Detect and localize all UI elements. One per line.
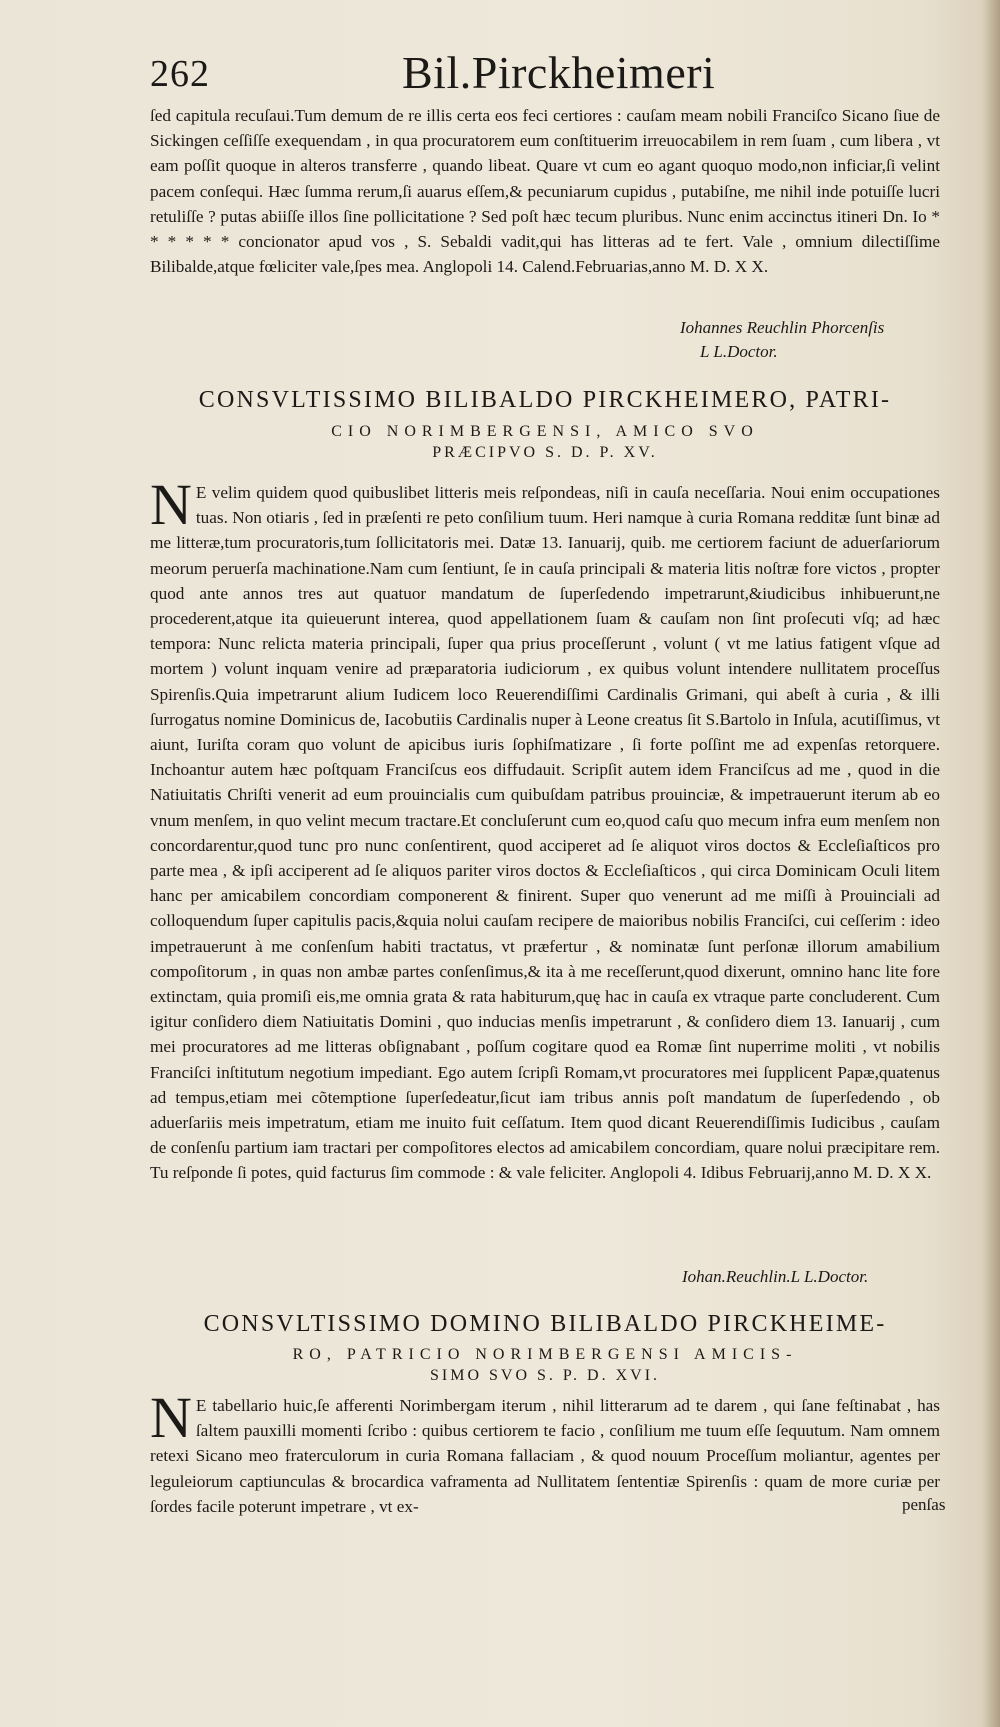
running-head: Bil.Pirckheimeri bbox=[402, 47, 716, 98]
letter-2-heading-line-2: CIO NORIMBERGENSI, AMICO SVO bbox=[331, 423, 759, 440]
page-number: 262 bbox=[150, 53, 210, 95]
letter-1-text-block bbox=[150, 103, 940, 279]
letter-2-signature: Iohan.Reuchlin.L L.Doctor. bbox=[682, 1267, 869, 1286]
letter-3-body-text: E tabellario huic,ſe afferenti Norimbergam iterum , nihil litterarum ad te darem , qui ſane feſtinabat , has ſaltem pauxilli momenti ſcribo : quibus certiorem te facio , conſilium me tuum eſſe ſequutum. Nam omnem retexi Sicano meo fraterculorum in curia Romana fallaciam , & quod nouum Proceſſum moliantur, agentes per leguleiorum captiunculas & brocardica vaframenta ad Nullitatem ſententiæ Spirenſis : quam de more curiæ per ſordes facile poterunt impetrare , vt ex- bbox=[150, 1396, 940, 1516]
letter-3-text-block bbox=[150, 1385, 940, 1519]
letter-3-heading-line-3: SIMO SVO S. P. D. XVI. bbox=[429, 1367, 661, 1384]
letter-2-heading-line-1: CONSVLTISSIMO BILIBALDO PIRCKHEIMERO, PATRI- bbox=[198, 387, 892, 413]
letter-2-body bbox=[150, 472, 940, 1186]
letter-3-heading-line-2: RO, PATRICIO NORIMBERGENSI AMICIS- bbox=[292, 1346, 798, 1363]
letter-2-dropcap: N bbox=[150, 472, 192, 537]
catchword: penſas bbox=[902, 1495, 946, 1514]
letter-3-body bbox=[150, 1385, 940, 1519]
page-edge-shadow bbox=[982, 0, 1000, 1727]
letter-3-dropcap: N bbox=[150, 1385, 192, 1450]
letter-2-text-block bbox=[150, 472, 940, 1186]
letter-1-signature-title: L L.Doctor. bbox=[700, 342, 778, 361]
letter-3-heading-line-1: CONSVLTISSIMO DOMINO BILIBALDO PIRCKHEIME- bbox=[203, 1311, 887, 1337]
page-header bbox=[150, 46, 940, 96]
letter-1-body: ſed capitula recuſaui.Tum demum de re illis certa eos feci certiores : cauſam meam nobili Franciſco Sicano ſiue de Sickingen ceſſiſſe exequendam , in qua procuratorem eum conſtituerim irreuocabilem in rem ſuam , cum libera , vt eam poſſit quoque in alteros transferre , quando libeat. Quare vt cum eo agant quoquo modo,non inficiar,ſi velint pacem conſequi. Hæc ſumma rerum,ſi auarus eſſem,& pecuniarum cupidus , putabiſne, me nihil inde potuiſſe lucri retuliſſe ? putas abiiſſe illos ſine pollicitatione ? Sed poſt hæc tecum pluribus. Nunc enim accinctus itineri Dn. Io * * * * * * concionator apud vos , S. Sebaldi vadit,qui has litteras ad te fert. Vale , omnium dilectiſſime Bilibalde,atque fœliciter vale,ſpes mea. Anglopoli 14. Calend.Februarias,anno M. D. X X. bbox=[150, 106, 940, 277]
letter-1-signature-name: Iohannes Reuchlin Phorcenſis bbox=[680, 318, 885, 337]
letter-2-body-text: E velim quidem quod quibuslibet litteris meis reſpondeas, niſi in cauſa neceſſaria. Noui enim occupationes tuas. Non otiaris , ſed in præſenti re peto conſilium tuum. Heri namque à curia Romana redditæ ſunt binæ ad me litteræ,tum procuratoris,tum ſollicitatoris mei. Datæ 13. Ianuarij, quib. me certiorem faciunt de aduerſariorum meorum peruerſa machinatione.Nam cum ſentiunt, ſe in cauſa principali & materia litis noſtræ fore victos , propter quod ante annos tres aut quatuor mandatum de ſuperſedendo impetrarunt,&iudicibus inhibuerunt,ne procederent,atque ita quieuerunt interea, quod appellationem ſuam & cauſam non ſint proſecuti vſq; ad hæc tempora: Nunc relicta materia principali, ſuper qua prius proceſſerunt , volunt ( vt me latius fatigent vſque ad mortem ) volunt inquam venire ad præparatoria iudiciorum , ex quibus volunt intendere nullitatem proceſſus Spirenſis.Quia impetrarunt alium Iudicem loco Reuerendiſſimi Cardinalis Grimani, qui abeſt à curia , & illi ſurrogatus nomine Dominicus de, Iacobutiis Cardinalis nuper à Leone creatus ſit S.Bartolo in Inſula, acutiſſimus, vt aiunt, Iuriſta coram quo volunt de apicibus iuris ſophiſmatizare , ſi forte poſſint me ad expenſas retorquere. Inchoantur autem hæc poſtquam Franciſcus eos diffudauit. Scripſit autem idem Franciſcus ad me , quod in die Natiuitatis Chriſti venerit ad eum prouincialis cum quibuſdam patribus prouinciæ, & impetrauerunt iterum ab eo vnum menſem, in quo velint mecum tractare.Et concluſerunt cum eo,quod caſu quo mecum infra eum menſem non concordarentur,quod tunc pro nunc conſentirent, quod acciperet ad ſe aliquot viros doctos & Eccleſiaſticos pro parte mea , & ipſi acciperent ad ſe aliquos pariter viros doctos & Eccleſiaſticos , qui circa Dominicam Oculi litem hanc per amicabilem concordiam componerent & finirent. Super quo venerunt ad me miſſi à Prouinciali ad colloquendum ſuper capitulis pacis,&quia nolui cauſam recipere de maioribus nobilis Franciſci, cui ceſſerim : ideo impetrauerunt à me conſenſum habiti tractatus, vt præfertur , & nominatæ ſunt perſonæ illorum amabilium compoſitorum , in quas non ambæ partes conſenſimus,& ita à me receſſerunt,quod dixerunt, omnino hanc lite fore extinctam, quia promiſi eis,me omnia grata & rata habiturum,quę hac in cauſa ex vtraque parte concluderent. Cum igitur conſidero diem Natiuitatis Domini , quo inducias menſis impetrarunt , & conſidero diem 13. Ianuarij , cum mei procuratores ad me litteras obſignabant , poſſum cogitare quod ea Romæ ſint nuperrime moliti , vt nobilis Franciſci inſtitutum negotium impediant. Ego autem ſcripſi Romam,vt procuratores mei ſupplicent Papæ,quatenus ad tempus,etiam mei cõtemptione ſuperſedeatur,ſicut iam tribus annis poſt mandatum de ſuperſedendo , ob aduerſariis meis impetratum, etiam me inuito fuit ceſſatum. Item quod dicant Reuerendiſſimis Iudicibus , cauſam de conſenſu partium iam tractari per compoſitores electos ad amicabilem concordiam, quare nolui præcipitare rem. Tu reſponde ſi potes, quid facturus ſim commode : & vale feliciter. Anglopoli 4. Idibus Februarij,anno M. D. X X. bbox=[150, 483, 940, 1183]
letter-2-heading-line-3: PRÆCIPVO S. D. P. XV. bbox=[432, 444, 658, 461]
